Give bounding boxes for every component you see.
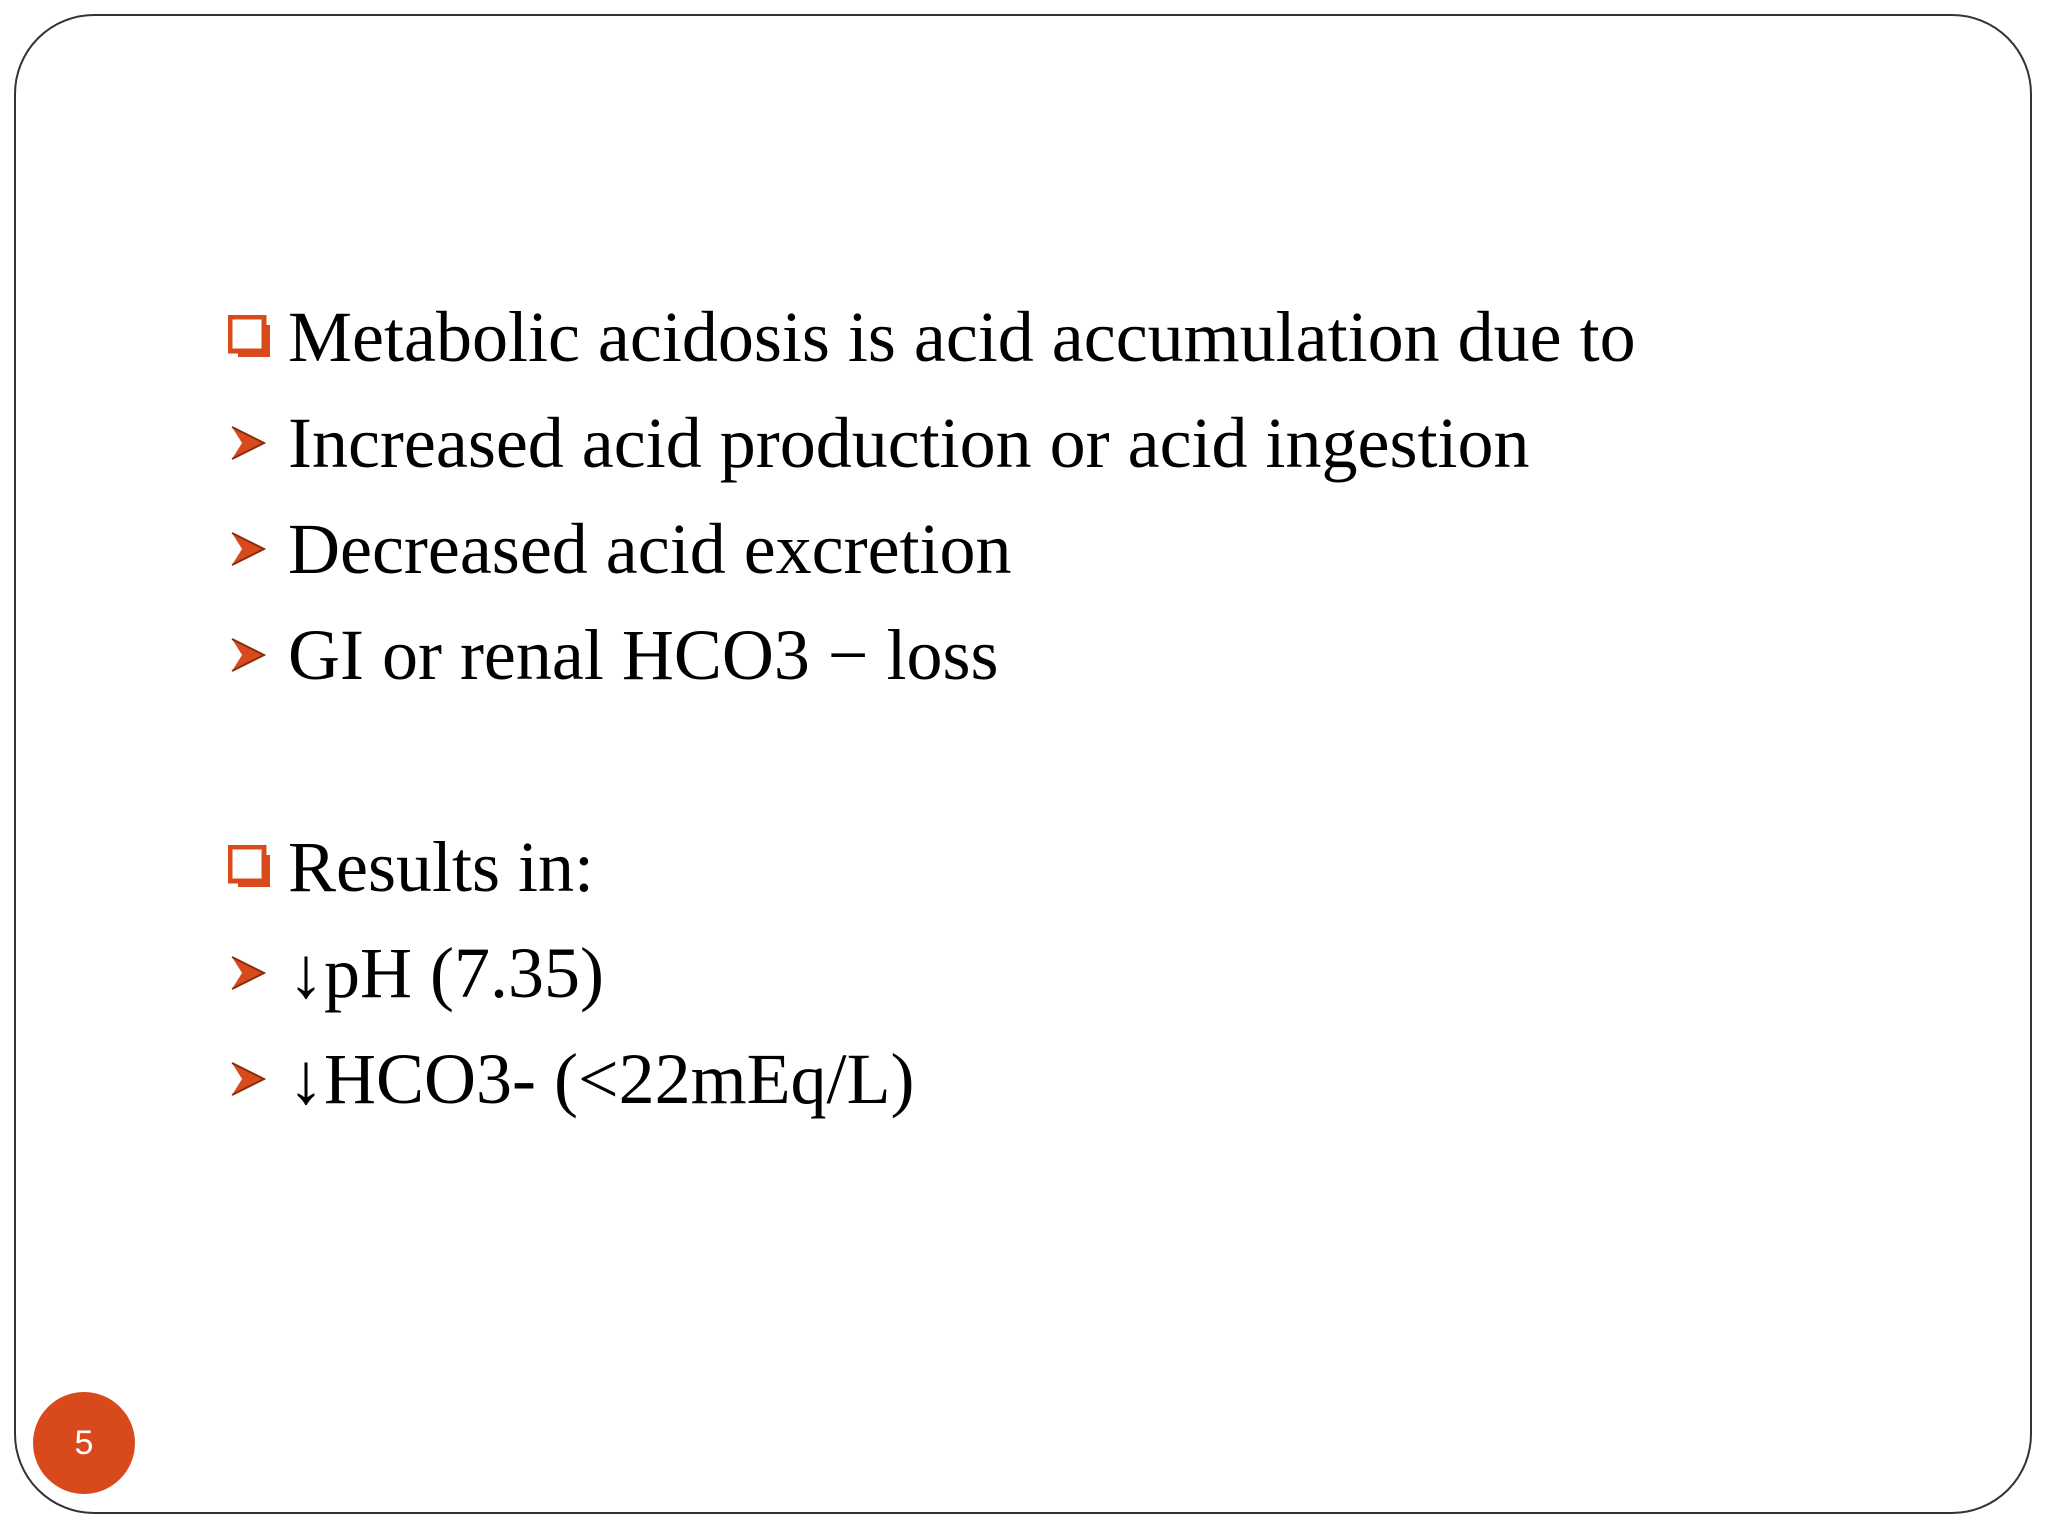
arrowhead-bullet-icon (228, 527, 288, 571)
square-bullet-icon (228, 845, 288, 889)
square-bullet-icon (228, 315, 288, 359)
list-item-text: Decreased acid excretion (288, 509, 1012, 589)
list-item (228, 602, 1928, 708)
arrowhead-bullet-icon (228, 1057, 288, 1101)
list-item-text: Increased acid production or acid ingestion (288, 403, 1530, 483)
list-item-text: GI or renal HCO3 − loss (288, 615, 999, 695)
section-heading-text: Metabolic acidosis is acid accumulation due to (288, 297, 1636, 377)
list-item (228, 496, 1928, 602)
page-number-badge: 5 (33, 1392, 135, 1494)
list-item-text: ↓HCO3- (<22mEq/L) (288, 1039, 915, 1119)
arrowhead-bullet-icon (228, 951, 288, 995)
list-item (228, 920, 1928, 1026)
section-spacer (228, 708, 1928, 814)
list-item (228, 390, 1928, 496)
section-heading-text: Results in: (288, 827, 595, 907)
arrowhead-bullet-icon (228, 633, 288, 677)
arrowhead-bullet-icon (228, 421, 288, 465)
list-item-text: ↓pH (7.35) (288, 933, 604, 1013)
section-heading (228, 284, 1928, 390)
section-heading (228, 814, 1928, 920)
slide-content (228, 284, 1928, 1132)
list-item (228, 1026, 1928, 1132)
